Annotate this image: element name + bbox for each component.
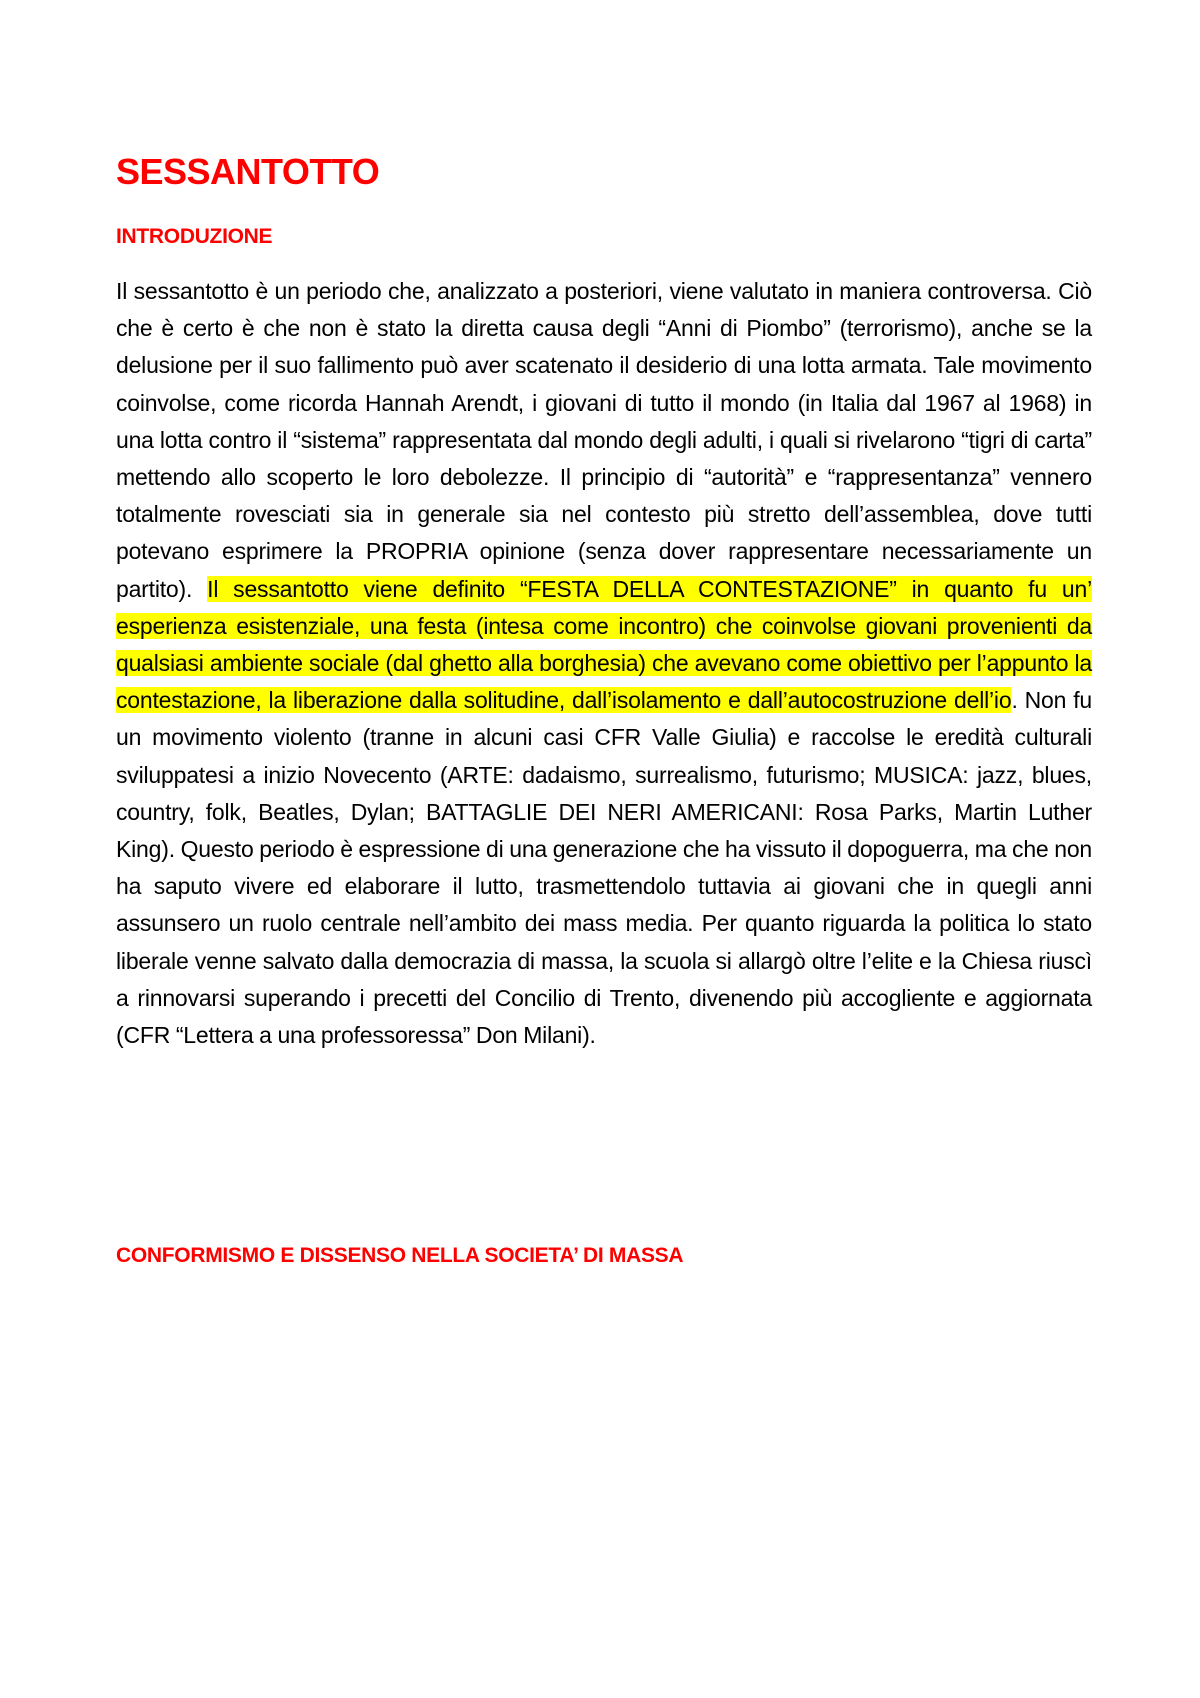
- paragraph-text-part1: Il sessantotto è un periodo che, analizzato a posteriori, viene valutato in maniera controversa. Ciò che è certo è che non è stato la diretta causa degli “Anni di Piombo” (terrorismo), anche se la delusione per il suo fallimento può aver scatenato il desiderio di una lotta armata. Tale movimento coinvolse, come ricorda Hannah Arendt, i giovani di tutto il mondo (in Italia dal 1967 al 1968) in una lotta contro il “sistema” rappresentata dal mondo degli adulti, i quali si rivelarono “tigri di carta” mettendo allo scoperto le loro debolezze. Il principio di “autorità” e “rappresentanza” vennero totalmente rovesciati sia in generale sia nel contesto più stretto dell’assemblea, dove tutti potevano esprimere la PROPRIA opinione (senza dover rappresentare necessariamente un partito).: [116, 278, 1092, 602]
- highlighted-text: Il sessantotto viene definito “FESTA DELLA CONTESTAZIONE” in quanto fu un’ esperienza esistenziale, una festa (intesa come incontro) che coinvolse giovani provenienti da qualsiasi ambiente sociale (dal ghetto alla borghesia) che avevano come obiettivo per l’appunto la contestazione, la liberazione dalla solitudine, dall’isolamento e dall’autocostruzione dell’io: [116, 575, 1092, 714]
- document-title: SESSANTOTTO: [116, 151, 380, 192]
- section-heading-conformismo: CONFORMISMO E DISSENSO NELLA SOCIETA’ DI MASSA: [116, 1244, 684, 1267]
- paragraph-text-part2: . Non fu un movimento violento (tranne in alcuni casi CFR Valle Giulia) e raccolse le eredità culturali sviluppatesi a inizio Novecento (ARTE: dadaismo, surrealismo, futurismo; MUSICA: jazz, blues, country, folk, Beatles, Dylan; BATTAGLIE DEI NERI AMERICANI: Rosa Parks, Martin Luther King). Questo periodo è espressione di una generazione che ha vissuto il dopoguerra, ma che non ha saputo vivere ed elaborare il lutto, trasmettendolo tuttavia ai giovani che in quegli anni assunsero un ruolo centrale nell’ambito dei mass media. Per quanto riguarda la politica lo stato liberale venne salvato dalla democrazia di massa, la scuola si allargò oltre l’elite e la Chiesa riuscì a rinnovarsi superando i precetti del Concilio di Trento, divenendo più accogliente e aggiornata (CFR “Lettera a una professoressa” Don Milani).: [116, 687, 1092, 1049]
- section-heading-introduzione: INTRODUZIONE: [116, 225, 273, 248]
- body-paragraph: [116, 273, 1092, 1054]
